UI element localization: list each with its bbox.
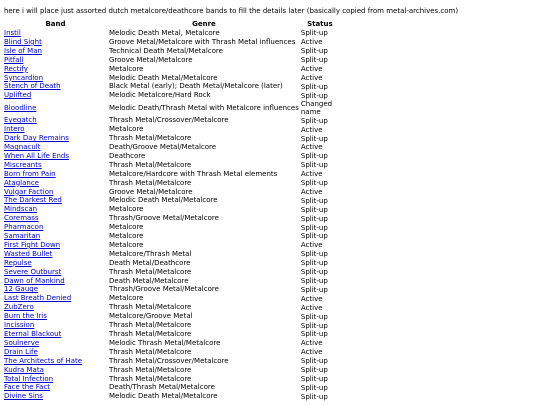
band-link[interactable]: Dawn of Mankind [4, 276, 65, 285]
genre-cell: Death Metal/Metalcore [109, 276, 189, 285]
band-cell [3, 392, 108, 401]
genre-cell: Death/Groove Metal/Metalcore [109, 142, 217, 151]
band-link[interactable]: Instil [4, 29, 21, 37]
band-cell [3, 375, 108, 384]
intro-text: here i will place just assorted dutch metalcore/deathcore bands to fill the details later (basically copied from metal-archives.com) [4, 7, 459, 15]
band-link[interactable]: Kudra Mata [4, 365, 44, 374]
table-row [3, 339, 340, 348]
table-row [3, 100, 340, 116]
status-cell: Split-up [300, 232, 328, 241]
status-cell: Split-up [300, 152, 328, 161]
status-cell: Split-up [300, 47, 328, 56]
band-cell [3, 161, 108, 170]
band-cell [3, 143, 108, 152]
status-cell: Split-up [300, 357, 328, 366]
status-cell: Split-up [300, 223, 328, 232]
table-row [3, 205, 340, 214]
genre-cell: Metalcore/Groove Metal [109, 312, 193, 321]
status-cell: Split-up [300, 91, 328, 100]
table-row [3, 91, 340, 100]
table-row [3, 170, 340, 179]
band-link[interactable]: Drain Life [4, 347, 38, 356]
genre-cell: Thrash Metal/Crossover/Metalcore [109, 356, 229, 365]
band-link[interactable]: Eternal Blackout [4, 330, 62, 338]
table-body [3, 29, 340, 401]
status-cell: Active [300, 241, 323, 250]
table-row [3, 65, 340, 74]
band-cell [3, 321, 108, 330]
band-column-header: Band [45, 20, 66, 28]
band-cell [3, 91, 108, 100]
status-cell: Split-up [300, 250, 328, 259]
genre-cell: Melodic Death Metal/Metalcore [109, 73, 218, 82]
band-link[interactable]: 12 Gauge [4, 285, 39, 294]
genre-cell: Melodic Metalcore/Hard Rock [109, 91, 211, 100]
band-link[interactable]: When All Life Ends [4, 151, 70, 160]
status-cell: Split-up [300, 330, 328, 339]
band-link[interactable]: Rectify [4, 64, 28, 73]
band-link[interactable]: Intero [4, 125, 25, 134]
status-cell: Active [300, 348, 323, 357]
status-cell: Active [300, 187, 323, 196]
band-cell [3, 330, 108, 339]
genre-cell: Metalcore [109, 294, 144, 303]
genre-cell: Deathcore [109, 151, 146, 160]
genre-cell: Technical Death Metal/Metalcore [109, 46, 223, 55]
genre-cell: Black Metal (early); Death Metal/Metalcore (later) [109, 82, 283, 91]
status-cell: Split-up [300, 205, 328, 214]
band-cell [3, 214, 108, 223]
status-cell: Split-up [300, 321, 328, 330]
genre-cell: Thrash Metal/Metalcore [109, 365, 192, 374]
genre-cell: Melodic Death Metal/Metalcore [109, 196, 218, 205]
table-row [3, 82, 340, 91]
band-link[interactable]: ZubZero [4, 303, 34, 312]
genre-cell: Thrash Metal/Metalcore [109, 160, 192, 169]
genre-cell: Thrash Metal/Metalcore [109, 134, 192, 143]
genre-cell: Groove Metal/Metalcore [109, 187, 193, 196]
band-link[interactable]: Coremass [4, 214, 39, 223]
genre-cell: Melodic Death Metal, Metalcore [109, 29, 220, 37]
table-row [3, 303, 340, 312]
band-cell [3, 205, 108, 214]
band-link[interactable]: Pitfall [4, 55, 24, 64]
table-row [3, 294, 340, 303]
band-cell [3, 74, 108, 83]
status-cell: Split-up [300, 383, 328, 392]
status-cell: Split-up [300, 161, 328, 170]
band-cell [3, 56, 108, 65]
band-link[interactable]: Total Infection [4, 374, 54, 383]
band-link[interactable]: The Architects of Hate [4, 356, 83, 365]
genre-cell: Thrash Metal/Metalcore [109, 330, 192, 338]
band-cell [3, 232, 108, 241]
band-link[interactable]: Vulgar Faction [4, 187, 54, 196]
genre-cell: Thrash Metal/Metalcore [109, 303, 192, 312]
band-cell [3, 277, 108, 286]
genre-cell: Thrash Metal/Metalcore [109, 374, 192, 383]
status-cell: Split-up [300, 268, 328, 277]
status-cell: Active [300, 38, 323, 47]
band-link[interactable]: Miscreants [4, 160, 42, 169]
status-cell: Split-up [300, 392, 328, 401]
band-link[interactable]: Dark Day Remains [4, 134, 69, 143]
status-cell: Active [300, 303, 323, 312]
band-cell [3, 134, 108, 143]
band-cell [3, 259, 108, 268]
band-link[interactable]: Repulse [4, 258, 32, 267]
table-row [3, 56, 340, 65]
band-link[interactable]: Stench of Death [4, 82, 61, 91]
status-cell: Active [300, 143, 323, 152]
band-cell [3, 285, 108, 294]
table-row [3, 277, 340, 286]
band-link[interactable]: Mindscan [4, 205, 38, 214]
genre-cell: Metalcore [109, 64, 144, 73]
band-link[interactable]: Magnacult [4, 142, 41, 151]
status-column-header: Status [307, 20, 333, 28]
band-link[interactable]: The Darkest Red [4, 196, 62, 205]
band-link[interactable]: Uplifted [4, 91, 32, 100]
band-cell [3, 82, 108, 91]
band-link[interactable]: Ataglance [4, 178, 39, 187]
table-row [3, 116, 340, 125]
band-cell [3, 339, 108, 348]
genre-cell: Metalcore [109, 240, 144, 249]
band-link[interactable]: Burn the Iris [4, 312, 47, 321]
table-row [3, 152, 340, 161]
genre-cell: Melodic Thrash Metal/Metalcore [109, 338, 221, 347]
band-link[interactable]: Divine Sins [4, 392, 43, 401]
band-cell [3, 241, 108, 250]
table-row [3, 134, 340, 143]
status-cell: Split-up [300, 196, 328, 205]
band-link[interactable]: First Fight Down [4, 240, 61, 249]
status-cell: Split-up [300, 366, 328, 375]
table-row [3, 196, 340, 205]
table-row [3, 143, 340, 152]
band-cell [3, 38, 108, 47]
table-row [3, 357, 340, 366]
band-cell [3, 366, 108, 375]
band-link[interactable]: Wasted Bullet [4, 249, 53, 258]
table-row [3, 375, 340, 384]
table-row [3, 321, 340, 330]
status-cell: Active [300, 339, 323, 348]
status-cell: Split-up [300, 134, 328, 143]
table-row [3, 366, 340, 375]
table-row [3, 312, 340, 321]
genre-cell: Thrash Metal/Metalcore [109, 347, 192, 356]
table-row [3, 259, 340, 268]
genre-cell: Thrash/Groove Metal/Metalcore [109, 285, 219, 294]
status-cell: Split-up [300, 179, 328, 188]
table-row [3, 125, 340, 134]
status-cell: Split-up [300, 56, 328, 65]
band-cell [3, 152, 108, 161]
band-cell [3, 188, 108, 197]
genre-cell: Melodic Death/Thrash Metal with Metalcore influences [109, 103, 299, 112]
genre-cell: Groove Metal/Metalcore with Thrash Metal influences [109, 37, 296, 46]
band-link[interactable]: Soulnerve [4, 338, 40, 347]
genre-cell: Thrash/Groove Metal/Metalcore [109, 214, 219, 223]
band-cell [3, 383, 108, 392]
genre-cell: Death Metal/Deathcore [109, 258, 191, 267]
band-link[interactable]: Pharmacon [4, 223, 44, 232]
band-cell [3, 357, 108, 366]
status-cell: Split-up [300, 374, 328, 383]
table-row [3, 392, 340, 401]
status-cell: Split-up [300, 312, 328, 321]
band-cell [3, 125, 108, 134]
status-cell: Split-up [300, 277, 328, 286]
genre-cell: Groove Metal/Metalcore [109, 55, 193, 64]
genre-cell: Metalcore [109, 125, 144, 134]
band-cell [3, 312, 108, 321]
table-row [3, 179, 340, 188]
table-row [3, 223, 340, 232]
band-link[interactable]: Isle of Man [4, 46, 42, 55]
status-cell: Active [300, 65, 323, 74]
band-cell [3, 348, 108, 357]
status-cell: Split-up [300, 82, 328, 91]
band-cell [3, 196, 108, 205]
header-row [3, 20, 340, 29]
table-row [3, 383, 340, 392]
table-row [3, 29, 340, 38]
genre-cell: Metalcore [109, 223, 144, 232]
band-link[interactable]: Eyegatch [4, 116, 37, 125]
genre-cell: Melodic Death Metal/Metalcore [109, 392, 218, 401]
genre-cell: Metalcore/Thrash Metal [109, 249, 192, 258]
band-link[interactable]: Bloodline [4, 103, 37, 112]
genre-cell: Thrash Metal/Metalcore [109, 321, 192, 330]
table-row [3, 47, 340, 56]
status-cell: Split-up [300, 29, 328, 38]
status-cell: Split-up [300, 259, 328, 268]
table-row [3, 268, 340, 277]
status-cell: Split-up [300, 116, 328, 125]
table-row [3, 161, 340, 170]
band-cell [3, 29, 108, 38]
status-cell: Changed name [300, 100, 333, 117]
band-cell [3, 250, 108, 259]
status-cell: Split-up [300, 214, 328, 223]
status-cell: Active [300, 125, 323, 134]
table-row [3, 232, 340, 241]
status-cell: Active [300, 294, 323, 303]
table-row [3, 241, 340, 250]
band-cell [3, 100, 108, 116]
table-row [3, 285, 340, 294]
band-link[interactable]: Face the Fact [4, 383, 51, 392]
table-row [3, 250, 340, 259]
band-link[interactable]: Blind Sight [4, 37, 42, 46]
band-link[interactable]: Severe Outburst [4, 267, 62, 276]
table-row [3, 214, 340, 223]
genre-cell: Metalcore [109, 232, 144, 241]
table-row [3, 348, 340, 357]
status-cell: Active [300, 73, 323, 82]
genre-cell: Thrash Metal/Metalcore [109, 178, 192, 187]
band-link[interactable]: Incission [4, 321, 35, 330]
band-cell [3, 47, 108, 56]
band-link[interactable]: Samaritan [4, 232, 41, 241]
genre-cell: Death/Thrash Metal/Metalcore [109, 383, 215, 392]
band-cell [3, 179, 108, 188]
table-row [3, 330, 340, 339]
genre-cell: Thrash Metal/Crossover/Metalcore [109, 116, 229, 125]
table-row [3, 74, 340, 83]
band-cell [3, 294, 108, 303]
band-cell [3, 65, 108, 74]
band-link[interactable]: Syncardion [4, 73, 44, 82]
genre-cell: Metalcore/Hardcore with Thrash Metal elements [109, 169, 278, 178]
band-cell [3, 170, 108, 179]
band-link[interactable]: Born from Pain [4, 169, 56, 178]
band-cell [3, 116, 108, 125]
band-link[interactable]: Last Breath Denied [4, 294, 72, 303]
status-cell: Active [300, 170, 323, 179]
band-cell [3, 223, 108, 232]
band-cell [3, 303, 108, 312]
genre-column-header: Genre [192, 20, 216, 28]
genre-cell: Metalcore [109, 205, 144, 214]
status-cell: Split-up [300, 285, 328, 294]
band-table [3, 20, 340, 401]
table-row [3, 38, 340, 47]
table-header [3, 20, 340, 29]
table-row [3, 188, 340, 197]
band-cell [3, 268, 108, 277]
genre-cell: Thrash Metal/Metalcore [109, 267, 192, 276]
